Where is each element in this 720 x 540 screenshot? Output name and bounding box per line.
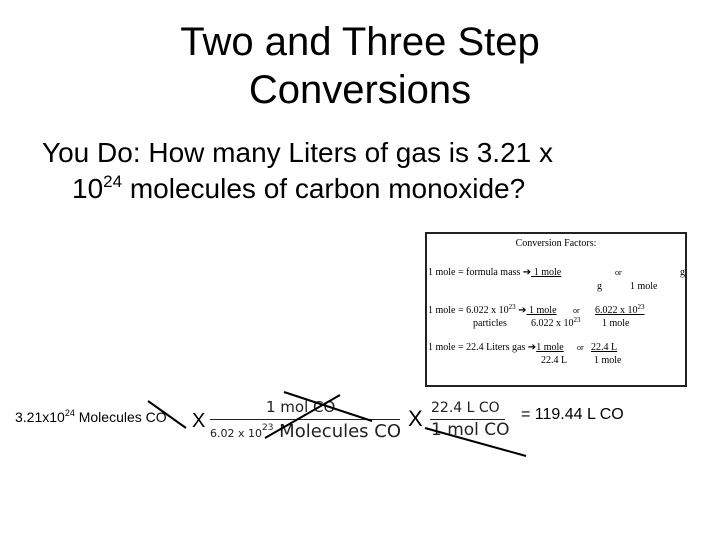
factor2-numerator: 22.4 L CO <box>431 400 500 416</box>
result-value: = 119.44 L CO <box>521 406 624 423</box>
row2-particles: particles <box>473 318 507 329</box>
strike-mol-co-factor2 <box>425 428 526 456</box>
question-exponent: 24 <box>103 172 123 191</box>
row2-alt-numerator: 6.022 x $10^{23}$ <box>595 303 645 316</box>
row2-alt-denominator: 1 mole <box>602 318 630 329</box>
strike-mol-co-factor1 <box>284 392 372 421</box>
title-line-2: Conversions <box>248 68 472 112</box>
arrow-icon: ➔ <box>518 305 527 316</box>
question-rest: molecules of carbon monoxide? <box>122 173 526 204</box>
row1-or: or <box>615 268 622 277</box>
row1-equation: 1 mole = formula mass ➔ 1 mole <box>428 267 562 278</box>
starting-quantity: $3.21x10^{24}$ Molecules CO <box>15 408 167 425</box>
row2-or: or <box>573 306 580 315</box>
strike-molecules-factor1 <box>265 395 340 438</box>
row2-equation: 1 mole = 6.022 x $10^{23}$ ➔ 1 mole <box>428 303 557 316</box>
row3-denominator: 22.4 L <box>541 355 568 366</box>
row1-g-top: g <box>680 267 685 278</box>
row3-or: or <box>577 343 584 352</box>
arrow-icon: ➔ <box>522 267 532 278</box>
factor1-denominator: 6.02 x $10^{23}$ Molecules CO <box>210 421 402 442</box>
row3-alt-denominator: 1 mole <box>594 355 622 366</box>
row3-alt-numerator: 22.4 L <box>591 342 618 353</box>
question-base: 10 <box>72 173 104 204</box>
row1-mole-bottom: 1 mole <box>630 281 658 292</box>
title-line-1: Two and Three Step <box>180 20 540 64</box>
conversion-factors-heading: Conversion Factors: <box>515 238 597 249</box>
strike-molecules-start <box>148 401 186 428</box>
question-line-1: You Do: How many Liters of gas is 3.21 x <box>42 137 553 168</box>
multiply-symbol-2: X <box>408 406 423 431</box>
multiply-symbol-1: X <box>192 410 206 432</box>
factor1-numerator: 1 mol CO <box>266 398 336 416</box>
row1-g-bottom: g <box>597 281 602 292</box>
arrow-icon: ➔ <box>527 342 537 353</box>
row2-denominator: 6.022 x $10^{23}$ <box>531 316 581 329</box>
row3-equation: 1 mole = 22.4 Liters gas ➔1 mole <box>428 342 564 353</box>
factor2-denominator: 1 mol CO <box>431 420 510 440</box>
